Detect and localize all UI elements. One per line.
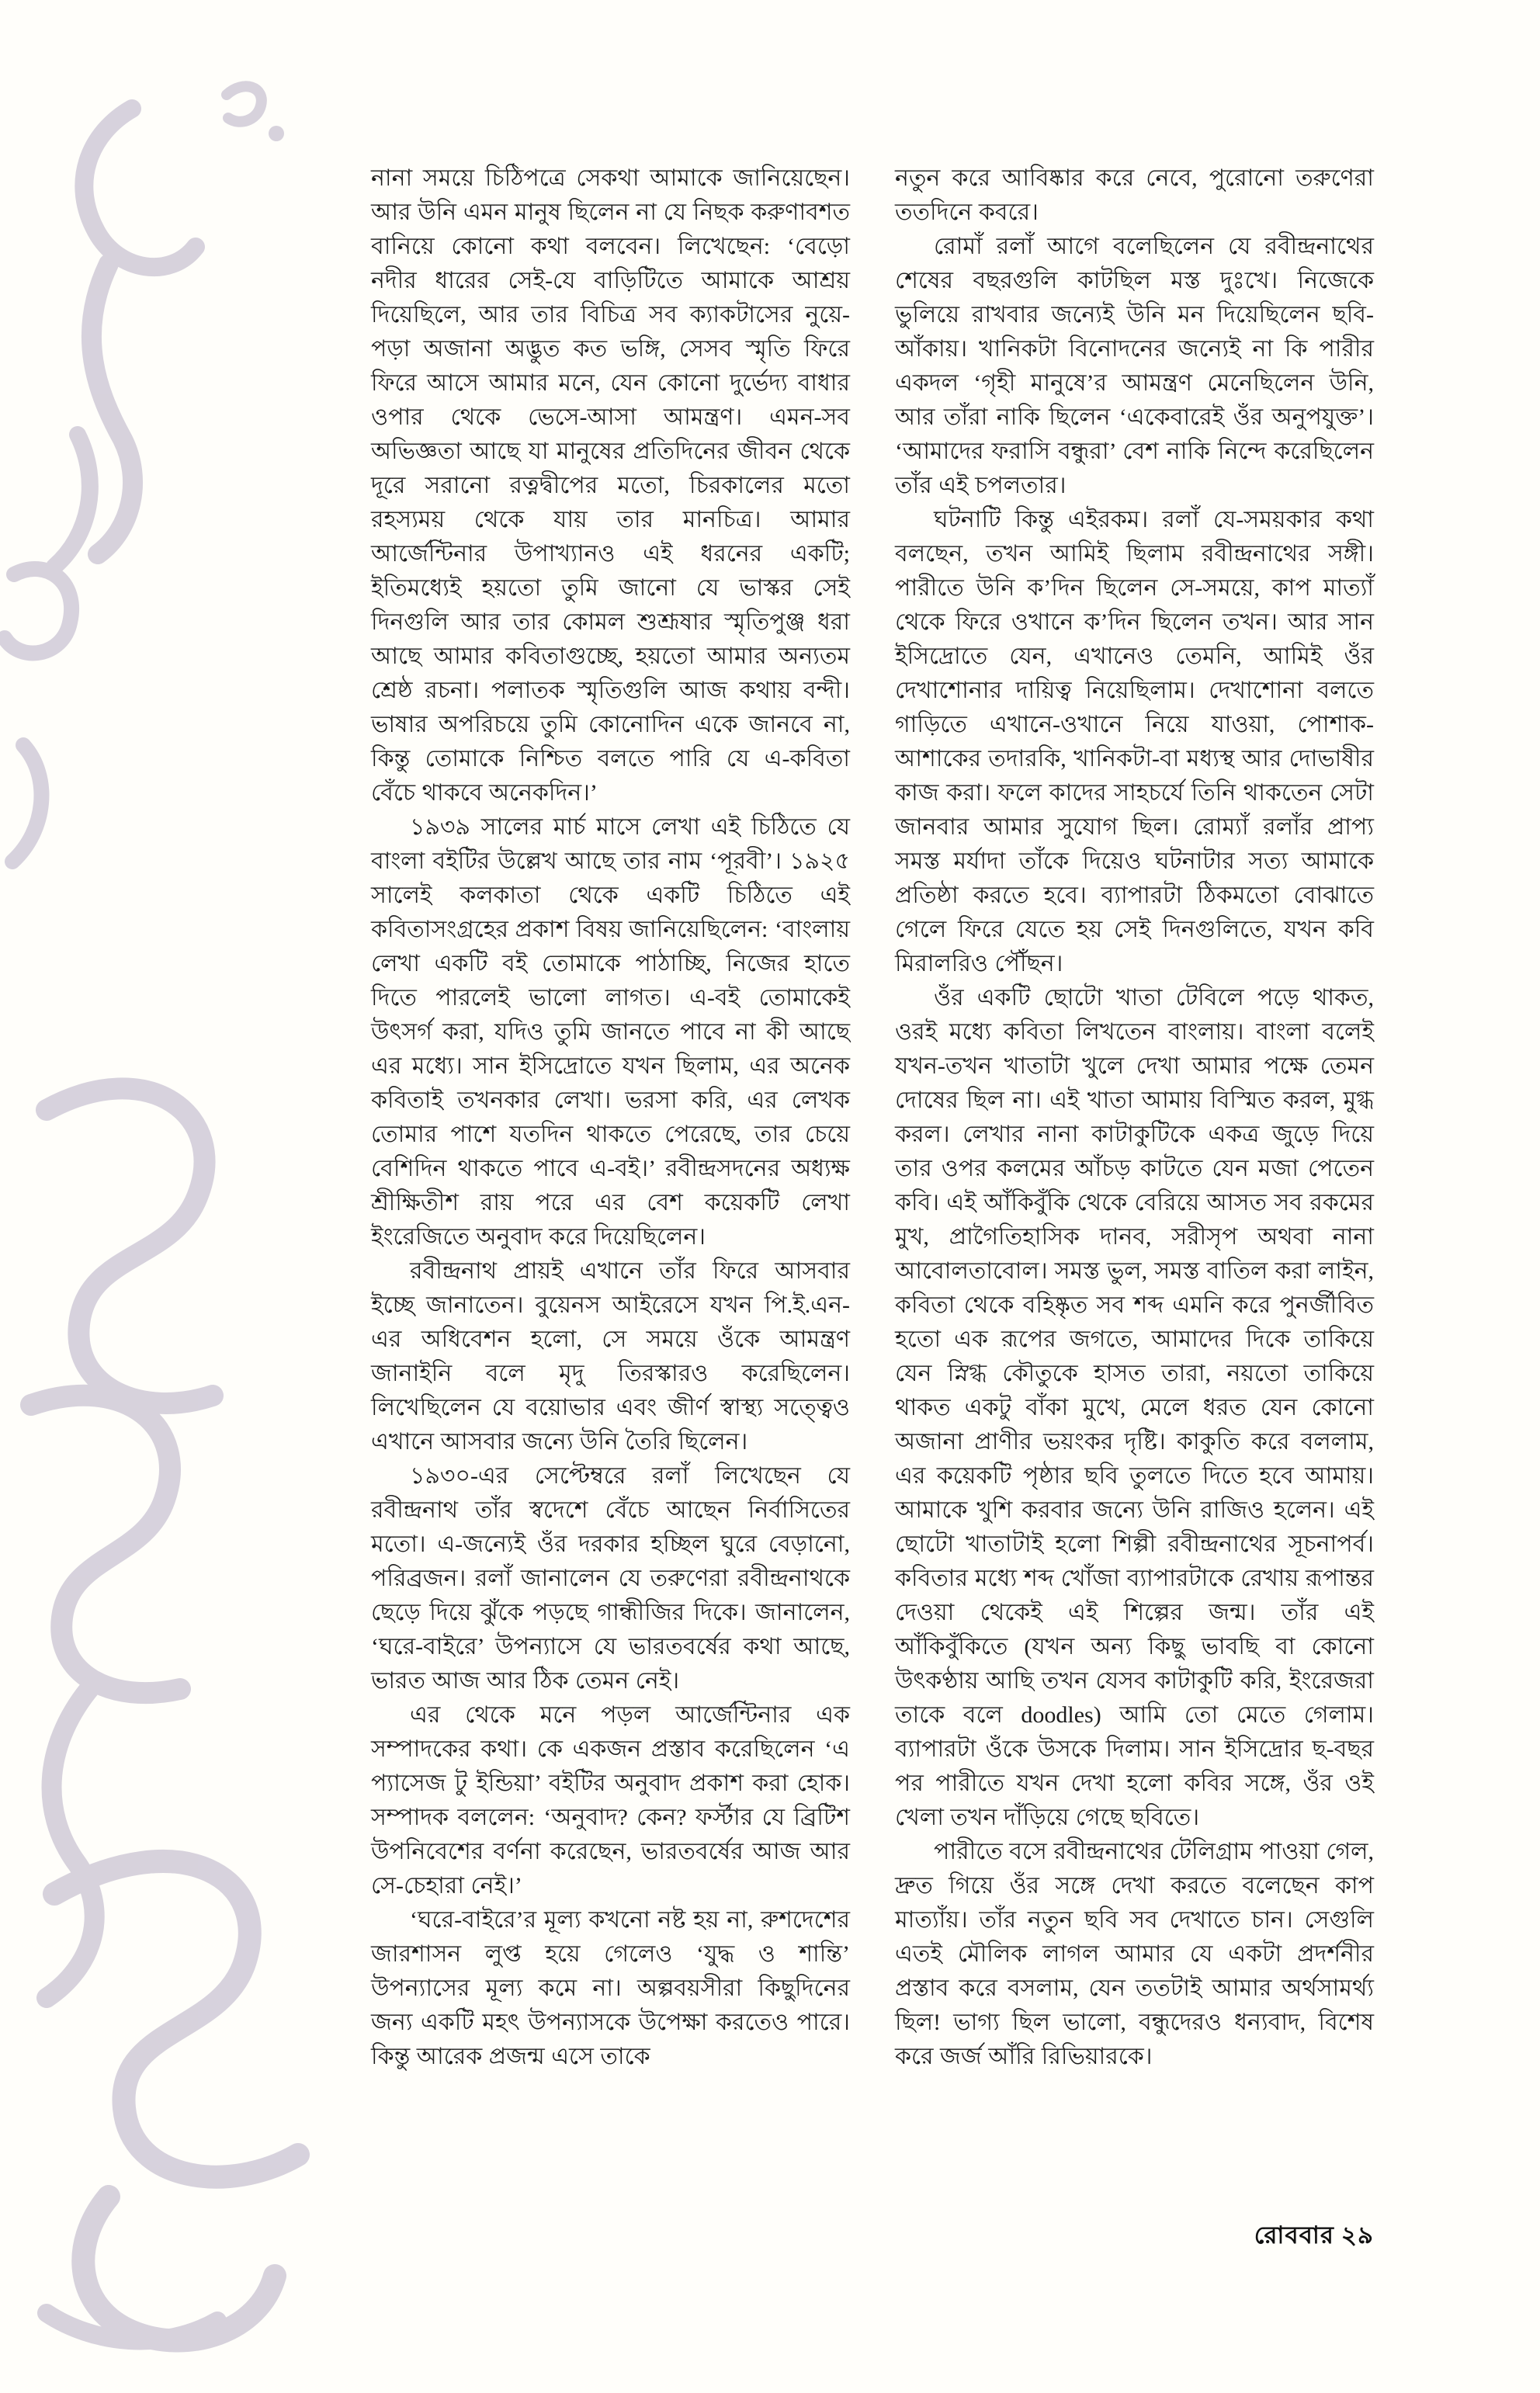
page-number: রোববার ২৯ <box>1254 2221 1374 2249</box>
right-column <box>895 161 1374 2074</box>
article-body <box>371 161 1374 2074</box>
paragraph-left-4: ১৯৩০-এর সেপ্টেম্বরে রলাঁ লিখেছেন যে রবীন্দ্রনাথ তাঁর স্বদেশে বেঁচে আছেন নির্বাসিতের মতো। এ-জন্যেই ওঁর দরকার হচ্ছিল ঘুরে বেড়ানো, পরিব্রজন। রলাঁ জানালেন যে তরুণেরা রবীন্দ্রনাথকে ছেড়ে দিয়ে ঝুঁকে পড়ছে গান্ধীজির দিকে। জানালেন, ‘ঘরে-বাইরে’ উপন্যাসে যে ভারতবর্ষের কথা আছে, ভারত আজ আর ঠিক তেমন নেই। <box>371 1463 850 1694</box>
paragraph-right-2: রোমাঁ রলাঁ আগে বলেছিলেন যে রবীন্দ্রনাথের শেষের বছরগুলি কাটছিল মস্ত দুঃখে। নিজেকে ভুলিয়ে রাখবার জন্যেই উনি মন দিয়েছিলেন ছবি-আঁকায়। খানিকটা বিনোদনের জন্যেই না কি পারীর একদল ‘গৃহী মানুষে’র আমন্ত্রণ মেনেছিলেন উনি, আর তাঁরা নাকি ছিলেন ‘একেবারেই ওঁর অনুপযুক্ত’। ‘আমাদের ফরাসি বন্ধুরা’ বেশ নাকি নিন্দে করেছিলেন তাঁর এই চপলতার। <box>895 234 1374 498</box>
page-footer <box>371 2217 1374 2257</box>
paragraph-right-1: নতুন করে আবিষ্কার করে নেবে, পুরোনো তরুণেরা ততদিনে কবরে। <box>895 165 1374 225</box>
paragraph-right-3: ঘটনাটি কিন্তু এইরকম। রলাঁ যে-সময়কার কথা বলছেন, তখন আমিই ছিলাম রবীন্দ্রনাথের সঙ্গী। পারীতে উনি ক’দিন ছিলেন সে-সময়ে, কাপ মাত্যাঁ থেকে ফিরে ওখানে ক’দিন ছিলেন তখন। আর সান ইসিদ্রোতে যেন, এখানেও তেমনি, আমিই ওঁর দেখাশোনার দায়িত্ব নিয়েছিলাম। দেখাশোনা বলতে গাড়িতে এখানে-ওখানে নিয়ে যাওয়া, পোশাক-আশাকের তদারকি, খানিকটা-বা মধ্যস্থ আর দোভাষীর কাজ করা। ফলে কাদের সাহচর্যে তিনি থাকতেন সেটা জানবার আমার সুযোগ ছিল। রোম্যাঁ রলাঁর প্রাপ্য সমস্ত মর্যাদা তাঁকে দিয়েও ঘটনাটার সত্য আমাকে প্রতিষ্ঠা করতে হবে। ব্যাপারটা ঠিকমতো বোঝাতে গেলে ফিরে যেতে হয় সেই দিনগুলিতে, যখন কবি মিরালরিও পৌঁছন। <box>895 507 1374 976</box>
calligraphy-watermark <box>0 0 419 2393</box>
paragraph-left-2: ১৯৩৯ সালের মার্চ মাসে লেখা এই চিঠিতে যে বাংলা বইটির উল্লেখ আছে তার নাম ‘পূরবী’। ১৯২৫ সালেই কলকাতা থেকে একটি চিঠিতে এই কবিতাসংগ্রহের প্রকাশ বিষয় জানিয়েছিলেন: ‘বাংলায় লেখা একটি বই তোমাকে পাঠাচ্ছি, নিজের হাতে দিতে পারলেই ভালো লাগত। এ-বই তোমাকেই উৎসর্গ করা, যদিও তুমি জানতে পাবে না কী আছে এর মধ্যে। সান ইসিদ্রোতে যখন ছিলাম, এর অনেক কবিতাই তখনকার লেখা। ভরসা করি, এর লেখক তোমার পাশে যতদিন থাকতে পেরেছে, তার চেয়ে বেশিদিন থাকতে পাবে এ-বই।’ রবীন্দ্রসদনের অধ্যক্ষ শ্রীক্ষিতীশ রায় পরে এর বেশ কয়েকটি লেখা ইংরেজিতে অনুবাদ করে দিয়েছিলেন। <box>371 814 850 1250</box>
paragraph-right-4: ওঁর একটি ছোটো খাতা টেবিলে পড়ে থাকত, ওরই মধ্যে কবিতা লিখতেন বাংলায়। বাংলা বলেই যখন-তখন খাতাটা খুলে দেখা আমার পক্ষে তেমন দোষের ছিল না। এই খাতা আমায় বিস্মিত করল, মুগ্ধ করল। লেখার নানা কাটাকুটিকে একত্র জুড়ে দিয়ে তার ওপর কলমের আঁচড় কাটতে যেন মজা পেতেন কবি। এই আঁকিবুঁকি থেকে বেরিয়ে আসত সব রকমের মুখ, প্রাগৈতিহাসিক দানব, সরীসৃপ অথবা নানা আবোলতাবোল। সমস্ত ভুল, সমস্ত বাতিল করা লাইন, কবিতা থেকে বহিষ্কৃত সব শব্দ এমনি করে পুনর্জীবিত হতো এক রূপের জগতে, আমাদের দিকে তাকিয়ে যেন স্নিগ্ধ কৌতুকে হাসত তারা, নয়তো তাকিয়ে থাকত একটু বাঁকা মুখে, মেলে ধরত যেন কোনো অজানা প্রাণীর ভয়ংকর দৃষ্টি। কাকুতি করে বললাম, এর কয়েকটি পৃষ্ঠার ছবি তুলতে দিতে হবে আমায়। আমাকে খুশি করবার জন্যে উনি রাজিও হলেন। এই ছোটো খাতাটাই হলো শিল্পী রবীন্দ্রনাথের সূচনাপর্ব। কবিতার মধ্যে শব্দ খোঁজা ব্যাপারটাকে রেখায় রূপান্তর দেওয়া থেকেই এই শিল্পের জন্ম। তাঁর এই আঁকিবুঁকিতে (যখন অন্য কিছু ভাবছি বা কোনো উৎকণ্ঠায় আছি তখন যেসব কাটাকুটি করি, ইংরেজরা তাকে বলে doodles) আমি তো মেতে গেলাম। ব্যাপারটা ওঁকে উসকে দিলাম। সান ইসিদ্রোর ছ-বছর পর পারীতে যখন দেখা হলো কবির সঙ্গে, ওঁর ওই খেলা তখন দাঁড়িয়ে গেছে ছবিতে। <box>895 985 1374 1830</box>
left-column <box>371 161 850 2074</box>
paragraph-left-3: রবীন্দ্রনাথ প্রায়ই এখানে তাঁর ফিরে আসবার ইচ্ছে জানাতেন। বুয়েনস আইরেসে যখন পি.ই.এন-এর অধিবেশন হলো, সে সময়ে ওঁকে আমন্ত্রণ জানাইনি বলে মৃদু তিরস্কারও করেছিলেন। লিখেছিলেন যে বয়োভার এবং জীর্ণ স্বাস্থ্য সত্ত্বেও এখানে আসবার জন্যে উনি তৈরি ছিলেন। <box>371 1258 850 1455</box>
paragraph-left-1: নানা সময়ে চিঠিপত্রে সেকথা আমাকে জানিয়েছেন। আর উনি এমন মানুষ ছিলেন না যে নিছক করুণাবশত বানিয়ে কোনো কথা বলবেন। লিখেছেন: ‘বেড়ো নদীর ধারের সেই-যে বাড়িটিতে আমাকে আশ্রয় দিয়েছিলে, আর তার বিচিত্র সব ক্যাকটাসের নুয়ে-পড়া অজানা অদ্ভুত কত ভঙ্গি, সেসব স্মৃতি ফিরে ফিরে আসে আমার মনে, যেন কোনো দুর্ভেদ্য বাধার ওপার থেকে ভেসে-আসা আমন্ত্রণ। এমন-সব অভিজ্ঞতা আছে যা মানুষের প্রতিদিনের জীবন থেকে দূরে সরানো রত্নদ্বীপের মতো, চিরকালের মতো রহস্যময় থেকে যায় তার মানচিত্র। আমার আর্জেন্টিনার উপাখ্যানও এই ধরনের একটি; ইতিমধ্যেই হয়তো তুমি জানো যে ভাস্কর সেই দিনগুলি আর তার কোমল শুশ্রূষার স্মৃতিপুঞ্জ ধরা আছে আমার কবিতাগুচ্ছে, হয়তো আমার অন্যতম শ্রেষ্ঠ রচনা। পলাতক স্মৃতিগুলি আজ কথায় বন্দী। ভাষার অপরিচয়ে তুমি কোনোদিন একে জানবে না, কিন্তু তোমাকে নিশ্চিত বলতে পারি যে এ-কবিতা বেঁচে থাকবে অনেকদিন।’ <box>371 165 850 806</box>
paragraph-left-5: এর থেকে মনে পড়ল আর্জেন্টিনার এক সম্পাদকের কথা। কে একজন প্রস্তাব করেছিলেন ‘এ প্যাসেজ টু ইন্ডিয়া’ বইটির অনুবাদ প্রকাশ করা হোক। সম্পাদক বললেন: ‘অনুবাদ? কেন? ফর্স্টার যে ব্রিটিশ উপনিবেশের বর্ণনা করেছেন, ভারতবর্ষের আজ আর সে-চেহারা নেই।’ <box>371 1702 850 1899</box>
paragraph-left-6: ‘ঘরে-বাইরে’র মূল্য কখনো নষ্ট হয় না, রুশদেশের জারশাসন লুপ্ত হয়ে গেলেও ‘যুদ্ধ ও শান্তি’ উপন্যাসের মূল্য কমে না। অল্পবয়সীরা কিছুদিনের জন্য একটি মহৎ উপন্যাসকে উপেক্ষা করতেও পারে। কিন্তু আরেক প্রজন্ম এসে তাকে <box>371 1907 850 2069</box>
paragraph-right-5: পারীতে বসে রবীন্দ্রনাথের টেলিগ্রাম পাওয়া গেল, দ্রুত গিয়ে ওঁর সঙ্গে দেখা করতে বলেছেন কাপ মাত্যাঁয়। তাঁর নতুন ছবি সব দেখাতে চান। সেগুলি এতই মৌলিক লাগল আমার যে একটা প্রদর্শনীর প্রস্তাব করে বসলাম, যেন ততটাই আমার অর্থসামর্থ্য ছিল! ভাগ্য ছিল ভালো, বন্ধুদেরও ধন্যবাদ, বিশেষ করে জর্জ আঁরি রিভিয়ারকে। <box>895 1839 1374 2069</box>
